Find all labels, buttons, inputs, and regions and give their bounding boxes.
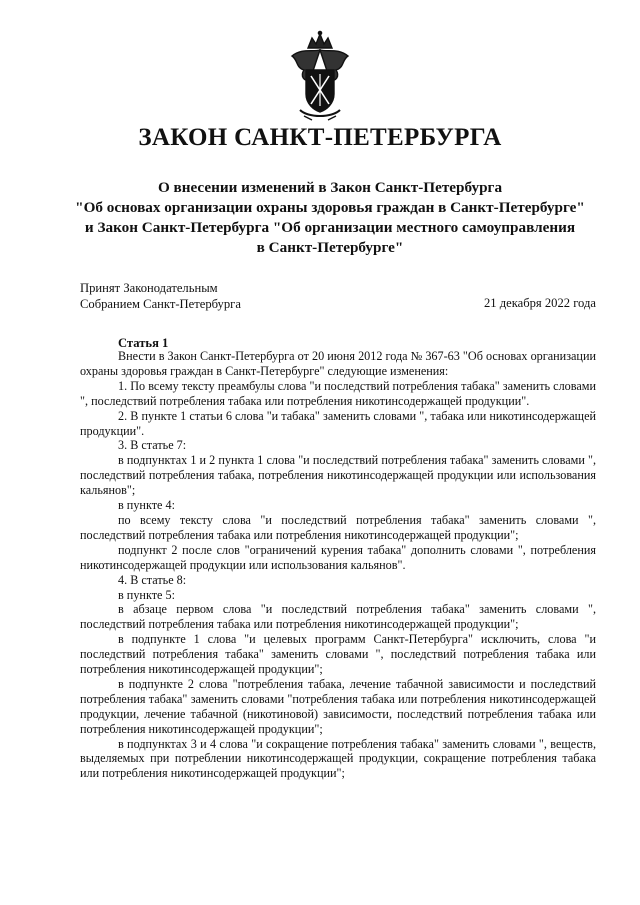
article-heading: Статья 1 — [118, 336, 169, 350]
paragraph: 4. В статье 8: — [118, 572, 187, 587]
paragraph: в абзаце первом слова "и последствий потребления табака" заменить словами ", последствий потребления табака или потребления никотинсодержащей продукции"; — [80, 602, 596, 632]
document-title: ЗАКОН САНКТ-ПЕТЕРБУРГА — [138, 124, 502, 151]
paragraph: в пункте 5: — [118, 587, 175, 602]
adoption-date: 21 декабря 2022 года — [483, 296, 596, 310]
article-body — [80, 349, 596, 781]
paragraph: в пункте 4: — [118, 498, 175, 513]
subtitle-line: в Санкт-Петербурге" — [256, 239, 404, 256]
paragraph: 1. По всему тексту преамбулы слова "и последствий потребления табака" заменить словами ", последствий потребления табака или потребления никотинсодержащей продукции". — [80, 378, 596, 408]
subtitle-line: и Закон Санкт-Петербурга "Об организации местного самоуправления — [84, 219, 576, 236]
subtitle-line: "Об основах организации охраны здоровья граждан в Санкт-Петербурге" — [75, 199, 585, 216]
paragraph: в подпункте 1 слова "и целевых программ Санкт-Петербурга" исключить, слова "и последствий потребления табака" заменить словами ", последствий потребления табака или потребления никотинсодержащей продукции"; — [80, 632, 596, 677]
paragraph: в подпунктах 3 и 4 слова "и сокращение потребления табака" заменить словами ", веществ, выделяемых при потреблении никотинсодержащей продукции, сокращение потребления табака или потребления никотинсодержащей продукции"; — [80, 736, 596, 781]
subtitle-line: О внесении изменений в Закон Санкт-Петербурга — [157, 179, 503, 196]
paragraph: 2. В пункте 1 статьи 6 слова "и табака" заменить словами ", табака или никотинсодержащей продукции". — [80, 408, 596, 438]
adoption-line: Принят Законодательным — [80, 281, 218, 295]
paragraph: Внести в Закон Санкт-Петербурга от 20 июня 2012 года № 367-63 "Об основах организации охраны здоровья граждан в Санкт-Петербурге" следующие изменения: — [80, 349, 596, 378]
paragraph: подпункт 2 после слов "ограничений курения табака" дополнить словами ", потребления никотинсодержащей продукции или использования кальянов". — [80, 542, 596, 572]
paragraph: 3. В статье 7: — [118, 438, 187, 453]
paragraph: в подпунктах 1 и 2 пункта 1 слова "и последствий потребления табака" заменить словами ", последствий потребления табака, потребления никотинсодержащей продукции или использования кальянов"; — [80, 453, 596, 498]
adoption-statement — [80, 280, 241, 312]
paragraph: в подпункте 2 слова "потребления табака, лечение табачной зависимости и последствий потребления табака" заменить словами "потребления табака или потребления никотинсодержащей продукции, лечение табачной (никотиновой) зависимости, последствий потребления табака или потребления никотинсодержащей продукции"; — [80, 676, 596, 736]
adoption-line: Собранием Санкт-Петербурга — [80, 297, 241, 311]
paragraph: по всему тексту слова "и последствий потребления табака" заменить словами ", последствий потребления табака или потребления никотинсодержащей продукции"; — [80, 512, 596, 542]
document-subtitle — [60, 178, 600, 258]
coat-of-arms-emblem — [282, 30, 358, 122]
